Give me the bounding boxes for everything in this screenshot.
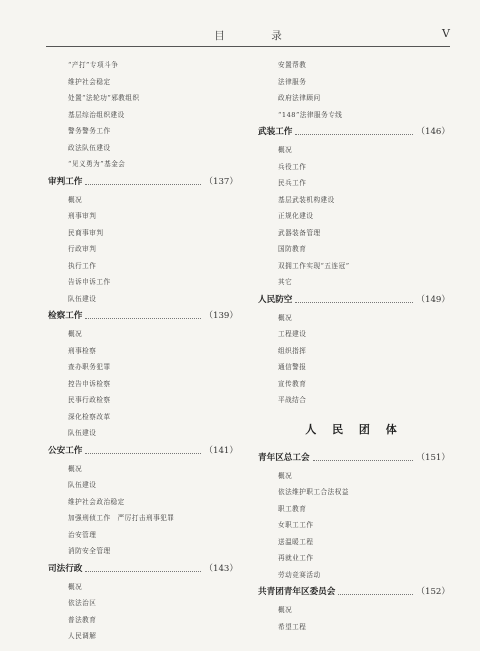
toc-subentry[interactable]: 基层综治组织建设 [68, 110, 125, 119]
toc-subentry[interactable]: 工程建设 [278, 330, 307, 338]
toc-subentry[interactable]: 刑事检察 [68, 346, 97, 355]
toc-subentry[interactable]: 消防安全管理 [68, 547, 111, 555]
toc-subentry[interactable]: 刑事审判 [68, 212, 97, 220]
toc-subentry[interactable]: 维护社会稳定 [68, 77, 111, 86]
toc-section-entry[interactable] [48, 560, 238, 579]
toc-subentry[interactable]: 警务警务工作 [68, 127, 111, 135]
toc-subentry[interactable]: 队伍建设 [68, 294, 97, 303]
toc-subentry[interactable]: 概况 [278, 606, 293, 614]
section-title: 司法行政 [48, 563, 83, 574]
toc-subentry[interactable]: 民事行政检察 [68, 396, 111, 404]
toc-subentry[interactable]: 告诉申诉工作 [68, 278, 111, 286]
toc-subentry[interactable]: 安置帮教 [278, 61, 307, 69]
toc-subentry[interactable]: 行政审判 [68, 245, 97, 253]
toc-subentry[interactable]: 依法治区 [68, 599, 97, 607]
toc-subentry[interactable]: 概况 [68, 195, 83, 204]
toc-section-entry[interactable] [258, 449, 450, 468]
section-page-number: （143） [204, 563, 238, 574]
toc-subentry[interactable]: 查办职务犯罪 [68, 363, 111, 371]
toc-left-column [48, 57, 238, 645]
toc-subentry[interactable]: 民商事审判 [68, 228, 104, 237]
toc-right-column [258, 57, 450, 635]
section-title: 武装工作 [258, 127, 293, 137]
toc-subentry[interactable]: 政法队伍建设 [68, 143, 111, 152]
toc-section-entry[interactable] [48, 307, 238, 326]
part-heading: 人 民 团 体 [305, 422, 403, 436]
dot-leader [295, 134, 413, 135]
section-title: 青年区总工会 [258, 452, 310, 463]
toc-subentry[interactable]: 概况 [278, 313, 293, 322]
toc-subentry[interactable]: 平战结合 [278, 396, 307, 404]
dot-leader [85, 318, 201, 319]
toc-subentry[interactable]: “148”法律服务专线 [278, 110, 343, 119]
toc-subentry[interactable]: 队伍建设 [68, 481, 97, 489]
toc-subentry[interactable]: 治安管理 [68, 530, 97, 539]
dot-leader [295, 302, 413, 303]
toc-subentry[interactable]: 女职工工作 [278, 521, 314, 529]
toc-subentry[interactable]: 维护社会政治稳定 [68, 497, 125, 506]
toc-subentry[interactable]: 民兵工作 [278, 179, 307, 187]
toc-section-entry[interactable] [258, 583, 450, 602]
toc-subentry[interactable]: 概况 [68, 330, 83, 338]
toc-subentry[interactable]: 送温暖工程 [278, 537, 314, 546]
toc-subentry[interactable]: 处置“法轮功”邪教组织 [68, 94, 140, 102]
dot-leader [85, 453, 201, 454]
toc-subentry[interactable]: 法律服务 [278, 77, 307, 86]
section-page-number: （141） [204, 445, 238, 456]
toc-subentry[interactable]: 加强刑侦工作 严厉打击刑事犯罪 [68, 514, 175, 522]
header-page-number: V [442, 27, 450, 40]
toc-subentry[interactable]: 武器装备管理 [278, 228, 321, 237]
toc-subentry[interactable]: 控告申诉检察 [68, 379, 111, 388]
toc-subentry[interactable]: 队伍建设 [68, 429, 97, 437]
section-page-number: （151） [416, 452, 450, 463]
toc-subentry[interactable]: 基层武装机构建设 [278, 195, 335, 204]
toc-subentry[interactable]: 概况 [278, 471, 293, 480]
toc-subentry[interactable]: 正规化建设 [278, 212, 314, 220]
toc-subentry[interactable]: 人民调解 [68, 632, 97, 640]
toc-subentry[interactable]: 深化检察改革 [68, 412, 111, 421]
toc-section-entry[interactable] [258, 123, 450, 142]
toc-subentry[interactable]: 宣传教育 [278, 379, 307, 388]
toc-subentry[interactable]: 兵役工作 [278, 162, 307, 171]
toc-subentry[interactable]: “产打”专项斗争 [68, 61, 119, 69]
section-title: 检察工作 [48, 311, 83, 321]
section-page-number: （149） [416, 294, 450, 305]
toc-section-entry[interactable] [48, 442, 238, 461]
toc-subentry[interactable]: 双拥工作实现“五连冠” [278, 261, 350, 270]
toc-subentry[interactable]: “见义勇为”基金会 [68, 160, 126, 168]
section-page-number: （137） [204, 176, 238, 187]
toc-subentry[interactable]: 其它 [278, 278, 293, 286]
section-title: 人民防空 [258, 294, 293, 305]
toc-subentry[interactable]: 政府法律顾问 [278, 94, 321, 102]
dot-leader [313, 460, 414, 461]
section-page-number: （146） [416, 127, 450, 137]
dot-leader [85, 571, 201, 572]
section-page-number: （152） [416, 587, 450, 597]
toc-section-entry[interactable] [258, 291, 450, 310]
toc-subentry[interactable]: 劳动竞赛活动 [278, 570, 321, 579]
toc-subentry[interactable]: 再就业工作 [278, 554, 314, 562]
running-header [46, 26, 450, 47]
header-title: 目 录 [214, 30, 300, 42]
section-title: 公安工作 [48, 445, 83, 456]
dot-leader [85, 184, 201, 185]
toc-subentry[interactable]: 依法维护职工合法权益 [278, 488, 349, 496]
toc-subentry[interactable]: 概况 [278, 146, 293, 154]
toc-subentry[interactable]: 普法教育 [68, 615, 97, 624]
toc-subentry[interactable]: 组织指挥 [278, 346, 307, 355]
toc-subentry[interactable]: 概况 [68, 582, 83, 591]
toc-subentry[interactable]: 职工教育 [278, 504, 307, 513]
section-title: 审判工作 [48, 176, 83, 187]
toc-subentry[interactable]: 国防教育 [278, 245, 307, 253]
toc-subentry[interactable]: 概况 [68, 464, 83, 473]
toc-subentry[interactable]: 希望工程 [278, 622, 307, 631]
toc-subentry[interactable]: 执行工作 [68, 261, 97, 270]
toc-subentry[interactable]: 通信警报 [278, 363, 307, 371]
dot-leader [338, 594, 413, 595]
section-title: 共青团青年区委员会 [258, 587, 336, 597]
section-page-number: （139） [204, 311, 238, 321]
toc-section-entry[interactable] [48, 173, 238, 192]
